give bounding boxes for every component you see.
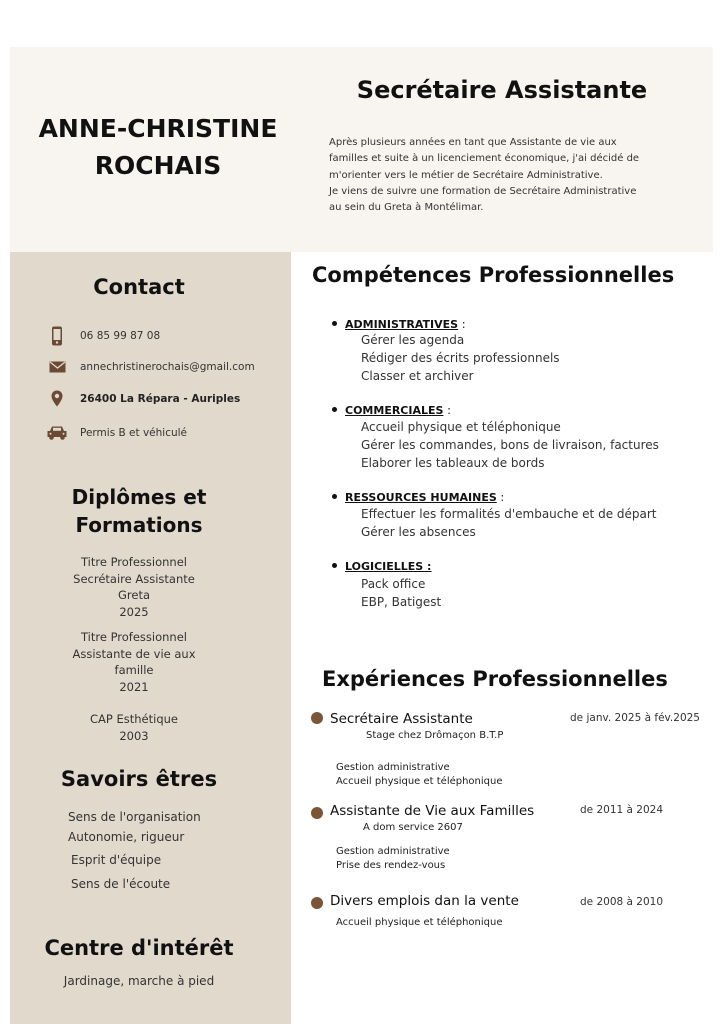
savoir-item: Sens de l'organisation <box>68 810 201 824</box>
contact-text: 26400 La Répara - Auriples <box>80 392 241 405</box>
experience-task: Prise des rendez-vous <box>336 860 446 871</box>
skill-item: Effectuer les formalités d'embauche et de départ <box>361 507 657 521</box>
diploma-line: Secrétaire Assistante <box>73 571 195 586</box>
diploma-line: 2025 <box>119 604 149 619</box>
experience-task: Gestion administrative <box>336 762 450 773</box>
diploma-entry <box>10 554 258 620</box>
contact-text: 06 85 99 87 08 <box>80 330 161 342</box>
name-line-1: ANNE-CHRISTINE <box>38 114 278 143</box>
contact-email[interactable] <box>44 361 255 373</box>
diploma-line: 2003 <box>119 728 149 743</box>
savoirs-heading: Savoirs êtres <box>60 767 218 791</box>
skill-item: Elaborer les tableaux de bords <box>361 456 545 470</box>
skill-category-name: RESSOURCES HUMAINES <box>345 491 497 504</box>
intro-line: au sein du Greta à Montélimar. <box>329 202 484 214</box>
diplomas-heading <box>10 483 268 539</box>
savoir-item: Sens de l'écoute <box>71 877 171 891</box>
bullet-icon <box>332 563 337 568</box>
diploma-line: Greta <box>117 588 151 602</box>
skill-item: Classer et archiver <box>361 369 474 383</box>
skill-category-suffix: : <box>443 403 451 417</box>
skill-category-name: ADMINISTRATIVES <box>345 318 459 331</box>
experience-title: Secrétaire Assistante <box>330 711 473 727</box>
bullet-icon <box>332 407 337 412</box>
experience-task: Gestion administrative <box>336 846 450 857</box>
contact-text: annechristinerochais@gmail.com <box>80 361 255 373</box>
skill-item: Pack office <box>361 577 426 591</box>
savoir-item: Autonomie, rigueur <box>68 830 185 844</box>
intro-paragraph <box>329 135 674 216</box>
bullet-icon <box>332 494 337 499</box>
diploma-line: CAP Esthétique <box>90 712 178 726</box>
skill-category <box>332 559 431 573</box>
skill-item: EBP, Batigest <box>361 595 442 609</box>
diplomas-heading-line: Diplômes et <box>71 485 207 509</box>
savoir-item: Esprit d'équipe <box>71 853 162 867</box>
skill-category <box>332 490 504 504</box>
diploma-entry <box>10 629 258 695</box>
timeline-dot-icon <box>311 807 323 819</box>
diploma-line: Titre Professionnel <box>80 630 187 644</box>
interests-text: Jardinage, marche à pied <box>63 974 215 988</box>
job-title: Secrétaire Assistante <box>356 76 648 104</box>
contact-license <box>44 425 187 441</box>
experience-task: Accueil physique et téléphonique <box>336 776 503 787</box>
timeline-dot-icon <box>311 712 323 724</box>
intro-line: Après plusieurs années en tant que Assistante de vie aux <box>329 137 617 148</box>
diploma-line: Titre Professionnel <box>80 555 187 569</box>
car-icon <box>44 425 70 441</box>
diploma-line: Assistante de vie aux <box>72 646 196 661</box>
skill-category-suffix: : <box>496 490 505 504</box>
skill-category <box>332 403 451 417</box>
experience-date: de 2011 à 2024 <box>580 804 664 816</box>
experience-heading: Expériences Professionnelles <box>322 667 668 691</box>
diploma-entry <box>10 711 258 744</box>
person-name <box>10 110 306 184</box>
experience-subtitle: A dom service 2607 <box>363 822 463 833</box>
experience-date: de 2008 à 2010 <box>580 896 664 908</box>
skill-category-name: LOGICIELLES : <box>345 560 432 573</box>
contact-address <box>44 390 240 407</box>
experience-title: Assistante de Vie aux Familles <box>330 803 535 819</box>
skill-item: Gérer les absences <box>361 525 476 539</box>
intro-line: m'orienter vers le métier de Secrétaire Administrative. <box>329 169 603 181</box>
skill-item: Rédiger des écrits professionnels <box>361 351 560 365</box>
skill-category-suffix: : <box>458 317 466 331</box>
contact-text: Permis B et véhiculé <box>80 427 188 439</box>
experience-title: Divers emplois dan la vente <box>330 893 519 909</box>
intro-line: familles et suite à un licenciement économique, j'ai décidé de <box>329 153 640 165</box>
skills-heading: Compétences Professionnelles <box>312 263 675 287</box>
skill-item: Gérer les commandes, bons de livraison, factures <box>361 438 659 452</box>
timeline-dot-icon <box>311 897 323 909</box>
name-line-2: ROCHAIS <box>94 151 222 180</box>
diploma-line: famille <box>114 663 154 677</box>
experience-task: Accueil physique et téléphonique <box>336 917 503 928</box>
interests-heading: Centre d'intérêt <box>44 936 234 960</box>
skill-category-name: COMMERCIALES <box>345 404 444 417</box>
contact-phone <box>44 326 160 346</box>
experience-date: de janv. 2025 à fév.2025 <box>570 712 700 724</box>
skill-item: Gérer les agenda <box>361 333 465 347</box>
contact-heading: Contact <box>93 275 185 299</box>
phone-icon <box>44 326 70 346</box>
mail-icon <box>44 361 70 373</box>
diplomas-heading-line: Formations <box>75 513 203 537</box>
experience-subtitle: Stage chez Drômaçon B.T.P <box>366 730 504 741</box>
bullet-icon <box>332 321 337 326</box>
intro-line: Je viens de suivre une formation de Secrétaire Administrative <box>329 185 637 197</box>
location-pin-icon <box>44 390 70 407</box>
diploma-line: 2021 <box>119 679 149 694</box>
skill-category <box>332 317 466 331</box>
skill-item: Accueil physique et téléphonique <box>361 420 561 434</box>
